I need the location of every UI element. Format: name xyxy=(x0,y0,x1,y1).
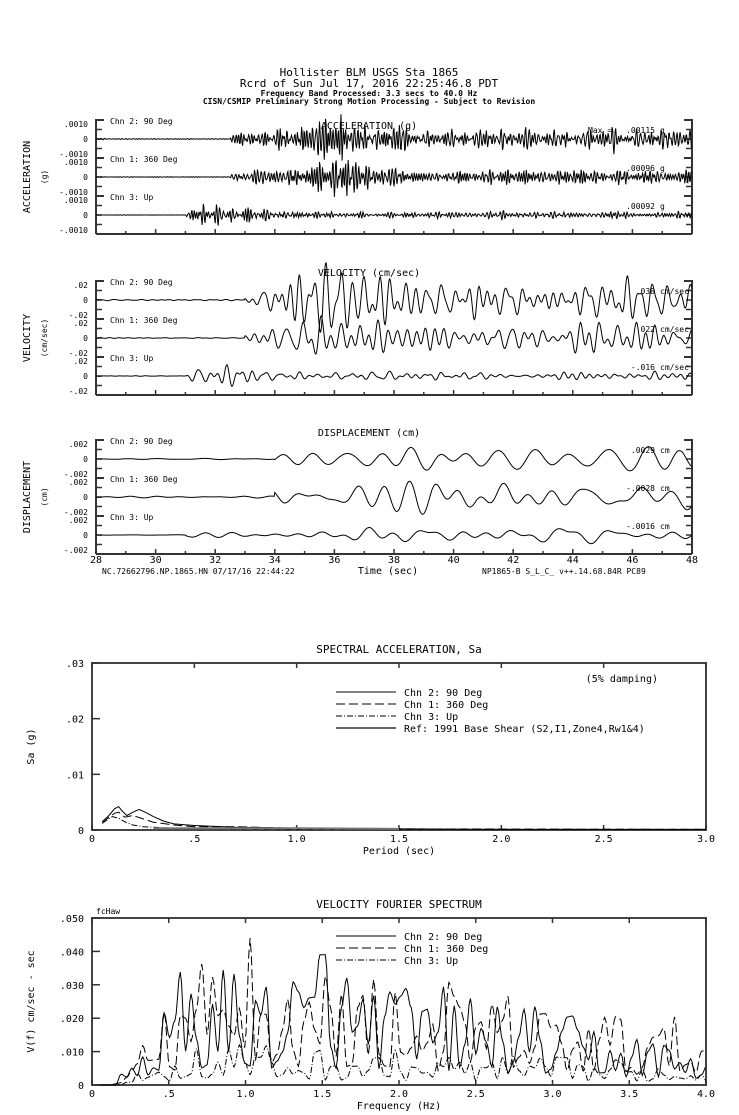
y-tick-label: -.002 xyxy=(63,546,88,555)
y-tick-label: .01 xyxy=(65,770,84,782)
channel-trace-group xyxy=(64,437,692,479)
channel-label: Chn 3: Up xyxy=(110,513,154,522)
y-tick-label: .040 xyxy=(59,947,84,959)
series-line-solid-gray xyxy=(153,828,399,829)
y-tick-label: .020 xyxy=(59,1014,84,1026)
time-axis xyxy=(90,555,698,577)
y-tick-label: .050 xyxy=(59,914,84,925)
channel-max-unit: cm/sec xyxy=(660,287,689,296)
y-tick-label: -.0010 xyxy=(59,150,88,159)
x-tick-label: 1.0 xyxy=(287,834,306,845)
y-tick-label: .02 xyxy=(65,714,84,726)
corner-label: fcHaw xyxy=(96,907,121,916)
x-tick-label: 36 xyxy=(328,555,341,566)
y-tick-label: .010 xyxy=(59,1047,84,1059)
chart-title: SPECTRAL ACCELERATION, Sa xyxy=(316,643,482,656)
velocity-fourier-spectrumchart xyxy=(26,898,715,1112)
y-tick-label: .0010 xyxy=(63,158,88,167)
x-tick-label: 3.0 xyxy=(696,834,716,845)
y-tick-label: 0 xyxy=(83,211,88,220)
series-line-dashed xyxy=(102,812,706,829)
y-tick-label: .0010 xyxy=(63,120,88,129)
x-tick-label: 2.5 xyxy=(594,834,613,845)
x-axis-label: Time (sec) xyxy=(357,566,419,577)
channel-label: Chn 2: 90 Deg xyxy=(110,437,173,446)
channel-trace-group xyxy=(64,513,692,555)
x-tick-label: 0 xyxy=(88,1089,96,1100)
x-tick-label: 44 xyxy=(566,555,579,566)
x-axis-label: Period (sec) xyxy=(362,846,436,857)
waveform-trace xyxy=(96,316,691,354)
y-axis-unit: (g) xyxy=(40,169,49,185)
y-tick-label: .002 xyxy=(68,478,88,487)
frequency-band: Frequency Band Processed: 3.3 secs to 40.0 Hz xyxy=(260,89,478,98)
panel-title: DISPLACEMENT (cm) xyxy=(317,428,421,439)
footer-left: NC.72662796.NP.1865.HN 07/17/16 22:44:22 xyxy=(102,567,295,576)
legend-label: Ref: 1991 Base Shear (S2,I1,Zone4,Rw1&4) xyxy=(404,724,645,735)
legend-label: Chn 2: 90 Deg xyxy=(404,932,483,943)
channel-max-value: -.0028 xyxy=(626,484,655,493)
max-prefix: Max = xyxy=(588,126,613,135)
channel-trace-group xyxy=(69,354,692,396)
channel-label: Chn 1: 360 Deg xyxy=(110,155,178,164)
channel-max-unit: g xyxy=(660,126,665,135)
charts-layer xyxy=(22,114,715,1112)
x-tick-label: 38 xyxy=(387,555,401,566)
x-tick-label: 40 xyxy=(447,555,460,566)
channel-max-unit: g xyxy=(660,202,665,211)
x-tick-label: 32 xyxy=(209,555,222,566)
legend-label: Chn 1: 360 Deg xyxy=(404,700,489,711)
x-tick-label: 30 xyxy=(149,555,162,566)
legend-label: Chn 1: 360 Deg xyxy=(404,944,489,955)
x-tick-label: 3.0 xyxy=(543,1089,562,1100)
panel-title: ACCELERATION (g) xyxy=(320,121,418,132)
y-tick-label: 0 xyxy=(77,1081,84,1092)
x-tick-label: 48 xyxy=(685,555,699,566)
channel-trace-group xyxy=(64,475,692,517)
x-tick-label: 4.0 xyxy=(696,1089,716,1100)
channel-trace-group xyxy=(59,155,692,197)
channel-max-unit: cm/sec xyxy=(660,363,689,372)
channel-max-value: .00115 xyxy=(626,126,655,135)
y-tick-label: 0 xyxy=(83,173,88,182)
x-tick-label: 1.5 xyxy=(389,834,409,845)
y-tick-label: -.02 xyxy=(68,349,88,358)
panel-displacement xyxy=(22,428,692,555)
panel-acceleration xyxy=(22,114,692,235)
channel-max-unit: g xyxy=(660,164,665,173)
y-tick-label: 0 xyxy=(83,455,88,464)
x-tick-label: 2.5 xyxy=(466,1089,485,1100)
channel-label: Chn 1: 360 Deg xyxy=(110,475,178,484)
footer-right: NP1865-B S_L_C_ v++.14.68.84R PC89 xyxy=(482,567,646,576)
processing-note: CISN/CSMIP Preliminary Strong Motion Processing - Subject to Revision xyxy=(202,97,536,106)
channel-trace-group xyxy=(69,316,692,358)
damping-note: (5% damping) xyxy=(585,674,658,685)
y-tick-label: -.0010 xyxy=(59,188,88,197)
x-tick-label: 1.5 xyxy=(313,1089,332,1100)
y-tick-label: -.002 xyxy=(63,508,88,517)
channel-max-value: .00092 xyxy=(626,202,655,211)
legend-label: Chn 3: Up xyxy=(404,712,459,723)
y-tick-label: .03 xyxy=(65,659,84,670)
x-tick-label: 1.0 xyxy=(236,1089,255,1100)
station-title: Hollister BLM USGS Sta 1865 xyxy=(279,66,459,79)
y-tick-label: -.0010 xyxy=(59,226,88,235)
channel-max-unit: cm xyxy=(660,446,670,455)
y-tick-label: 0 xyxy=(77,826,84,837)
waveform-trace xyxy=(96,447,691,471)
y-tick-label: 0 xyxy=(83,334,88,343)
series-line-dashed xyxy=(100,938,706,1085)
channel-max-unit: cm xyxy=(660,522,670,531)
channel-label: Chn 3: Up xyxy=(110,354,154,363)
y-tick-label: .02 xyxy=(73,319,88,328)
channel-max-value: -.016 xyxy=(630,363,655,372)
y-tick-label: 0 xyxy=(83,372,88,381)
y-tick-label: .0010 xyxy=(63,196,88,205)
channel-label: Chn 2: 90 Deg xyxy=(110,117,173,126)
waveform-trace xyxy=(96,528,691,544)
y-tick-label: .02 xyxy=(73,357,88,366)
x-tick-label: 2.0 xyxy=(389,1089,409,1100)
chart-title: VELOCITY FOURIER SPECTRUM xyxy=(316,898,482,911)
y-tick-label: -.002 xyxy=(63,470,88,479)
channel-max-value: .0029 xyxy=(630,446,655,455)
legend-label: Chn 3: Up xyxy=(404,956,459,967)
y-tick-label: .002 xyxy=(68,516,88,525)
waveform-trace xyxy=(96,204,691,226)
channel-label: Chn 1: 360 Deg xyxy=(110,316,178,325)
y-tick-label: -.02 xyxy=(68,387,88,396)
channel-max-value: .00096 xyxy=(626,164,655,173)
channel-trace-group xyxy=(59,193,692,235)
series-line-solid xyxy=(102,807,706,830)
y-axis-label: VELOCITY xyxy=(22,313,33,363)
channel-max-value: 022 xyxy=(640,325,655,334)
x-tick-label: 28 xyxy=(89,555,103,566)
plot-frame xyxy=(92,663,706,830)
y-axis-label: V(f) cm/sec - sec xyxy=(26,950,37,1053)
y-axis-label: DISPLACEMENT xyxy=(22,460,33,534)
y-tick-label: .002 xyxy=(68,440,88,449)
y-axis-label: Sa (g) xyxy=(26,728,37,765)
y-tick-label: .030 xyxy=(59,980,84,992)
x-tick-label: 0 xyxy=(88,834,96,845)
y-tick-label: 0 xyxy=(83,531,88,540)
record-time: Rcrd of Sun Jul 17, 2016 22:25:46.8 PDT xyxy=(239,77,499,90)
y-axis-label: ACCELERATION xyxy=(22,140,33,214)
y-tick-label: 0 xyxy=(83,493,88,502)
y-axis-unit: (cm) xyxy=(40,487,49,507)
channel-label: Chn 3: Up xyxy=(110,193,154,202)
x-tick-label: .5 xyxy=(188,834,201,845)
panel-title: VELOCITY (cm/sec) xyxy=(317,268,421,279)
series-line-dash-dot xyxy=(100,1045,706,1085)
y-tick-label: .02 xyxy=(73,281,88,290)
channel-max-unit: cm xyxy=(660,484,670,493)
channel-max-value: -.0016 xyxy=(626,522,655,531)
y-axis-unit: (cm/sec) xyxy=(40,318,49,358)
channel-max-unit: cm/sec xyxy=(660,325,689,334)
waveform-trace xyxy=(96,160,691,197)
x-tick-label: 34 xyxy=(268,555,281,566)
x-axis-label: Frequency (Hz) xyxy=(356,1101,442,1112)
waveform-trace xyxy=(96,365,691,386)
x-tick-label: 3.5 xyxy=(620,1089,639,1100)
panel-velocity xyxy=(22,263,692,396)
report-header xyxy=(203,66,536,106)
y-tick-label: -.02 xyxy=(68,311,88,320)
x-tick-label: 2.0 xyxy=(492,834,511,845)
spectral-acceleration-sachart xyxy=(26,643,715,857)
x-tick-label: 46 xyxy=(626,555,639,566)
waveform-trace xyxy=(96,481,691,514)
plot-frame xyxy=(92,918,706,1085)
y-tick-label: 0 xyxy=(83,296,88,305)
y-tick-label: 0 xyxy=(83,135,88,144)
x-tick-label: .5 xyxy=(162,1089,175,1100)
x-tick-label: 42 xyxy=(507,555,520,566)
legend-label: Chn 2: 90 Deg xyxy=(404,688,483,699)
channel-max-value: .038 xyxy=(635,287,655,296)
channel-label: Chn 2: 90 Deg xyxy=(110,278,173,287)
